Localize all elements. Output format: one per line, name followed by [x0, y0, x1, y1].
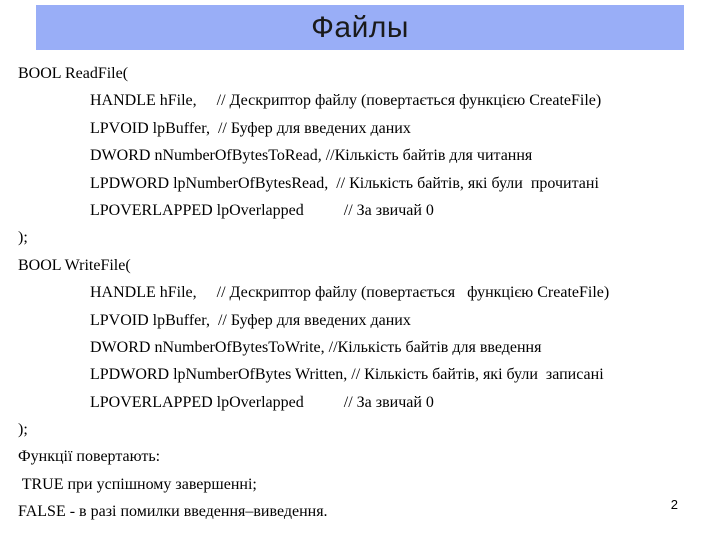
- title-bar: [36, 5, 684, 50]
- slide-title: Файлы: [311, 10, 409, 44]
- body-text-line: TRUE при успішному завершенні;: [18, 475, 257, 493]
- body-text-line: FALSE - в разі помилки введення–виведення.: [18, 503, 328, 521]
- code-line: BOOL WriteFile(: [18, 256, 131, 274]
- code-line: DWORD nNumberOfBytesToWrite, //Кількість байтів для введення: [90, 338, 542, 356]
- code-line: BOOL ReadFile(: [18, 65, 129, 82]
- code-line: HANDLE hFile, // Дескриптор файлу (повертається функцією CreateFile): [90, 284, 610, 302]
- code-line: LPVOID lpBuffer, // Буфер для введених даних: [90, 119, 411, 137]
- body-text-line: Функції повертають:: [18, 448, 161, 466]
- code-line: LPDWORD lpNumberOfBytesRead, // Кількість байтів, які були прочитані: [90, 174, 599, 192]
- code-line: );: [18, 421, 28, 439]
- code-line: LPDWORD lpNumberOfBytes Written, // Кількість байтів, які були записані: [90, 366, 604, 384]
- code-line: LPOVERLAPPED lpOverlapped // За звичай 0: [90, 201, 434, 219]
- page-number: 2: [670, 497, 678, 512]
- code-line: );: [18, 229, 28, 247]
- code-line: LPVOID lpBuffer, // Буфер для введених даних: [90, 311, 411, 329]
- code-line: HANDLE hFile, // Дескриптор файлу (повертається функцією CreateFile): [90, 92, 602, 110]
- slide-body: [18, 63, 708, 529]
- code-line: DWORD nNumberOfBytesToRead, //Кількість байтів для читання: [90, 147, 533, 165]
- code-line: LPOVERLAPPED lpOverlapped // За звичай 0: [90, 393, 434, 411]
